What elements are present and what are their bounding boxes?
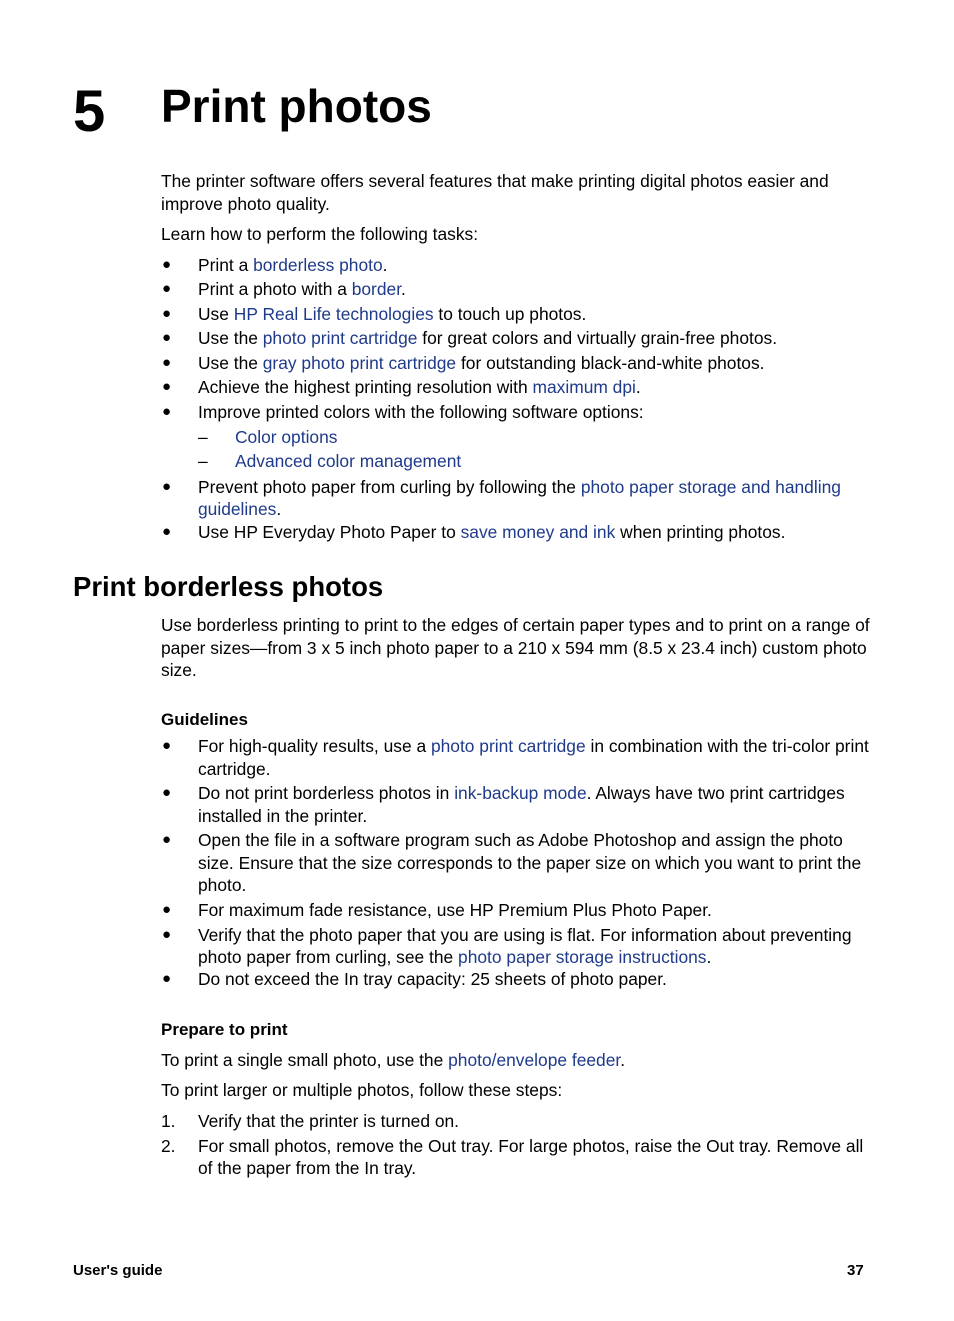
step-number: 1. <box>161 1111 176 1131</box>
list-item: ● Do not exceed the In tray capacity: 25 sheets of photo paper. <box>162 969 667 989</box>
bullet-icon: ● <box>162 402 172 420</box>
section-paragraph: Use borderless printing to print to the edges of certain paper types and to print on a range of paper sizes—from 3 x 5 inch photo paper to a 210 x 594 mm (8.5 x 23.4 inch) custom photo size. <box>161 615 870 680</box>
list-item: ● Do not print borderless photos in ink-backup mode. Always have two print cartridges installed in the printer. <box>162 783 845 826</box>
bullet-icon: ● <box>162 831 172 848</box>
sub-list-item <box>198 426 871 449</box>
borderless-photo-link[interactable]: borderless photo <box>253 255 383 275</box>
bullet-icon: ● <box>162 784 172 801</box>
list-item: ● Use the gray photo print cartridge for outstanding black-and-white photos. <box>162 352 765 373</box>
list-item: ● Open the file in a software program such as Adobe Photoshop and assign the photo size. Ensure that the size corresponds to the paper size on which you want to print the photo. <box>162 830 862 895</box>
bullet-icon: ● <box>162 304 172 322</box>
intro-learn: Learn how to perform the following tasks: <box>161 224 479 244</box>
list-item: ● Use HP Real Life technologies to touch up photos. <box>162 303 587 324</box>
gray-photo-cartridge-link[interactable]: gray photo print cartridge <box>262 352 457 373</box>
bullet-icon: ● <box>162 378 172 395</box>
bullet-icon: ● <box>162 256 172 273</box>
list-item: ● Prevent photo paper from curling by following the photo paper storage and handling guidelines. <box>162 476 841 519</box>
border-link[interactable]: border <box>351 279 402 299</box>
photo-envelope-feeder-link[interactable]: photo/envelope feeder <box>448 1050 621 1070</box>
task-list <box>161 254 871 543</box>
paper-storage-instructions-link[interactable]: photo paper storage instructions <box>458 947 707 967</box>
ink-backup-mode-link[interactable]: ink-backup mode <box>454 783 587 803</box>
hp-real-life-link[interactable]: HP Real Life technologies <box>233 303 434 324</box>
advanced-color-management-link[interactable]: Advanced color management <box>235 450 462 471</box>
footer-guide-label: User's guide <box>73 1262 163 1279</box>
dash-marker: – <box>198 427 208 447</box>
page-number: 37 <box>847 1262 864 1279</box>
list-item: ● For maximum fade resistance, use HP Premium Plus Photo Paper. <box>162 900 712 920</box>
photo-print-cartridge-link[interactable]: photo print cartridge <box>262 328 418 348</box>
paper-storage-guidelines-link[interactable]: photo paper storage and handling guidelines <box>198 476 841 519</box>
bullet-icon: ● <box>162 329 172 346</box>
dash-marker: – <box>198 450 208 471</box>
intro-paragraph: The printer software offers several features that make printing digital photos easier and improve photo quality. <box>161 171 829 214</box>
bullet-icon: ● <box>162 280 172 297</box>
chapter-title: Print photos <box>161 80 432 132</box>
bullet-icon: ● <box>162 353 172 371</box>
step-number: 2. <box>161 1135 176 1156</box>
list-item: ● Print a photo with a border. <box>162 279 406 299</box>
prepare-single: To print a single small photo, use the photo/envelope feeder. <box>161 1050 626 1070</box>
guidelines-list <box>161 735 871 991</box>
list-item: ● Use the photo print cartridge for great colors and virtually grain-free photos. <box>162 328 778 348</box>
bullet-icon: ● <box>162 970 172 987</box>
bullet-icon: ● <box>162 477 172 495</box>
bullet-icon: ● <box>162 737 172 754</box>
steps-list <box>161 1110 871 1180</box>
color-options-link[interactable]: Color options <box>235 427 338 447</box>
save-money-ink-link[interactable]: save money and ink <box>460 521 616 542</box>
photo-print-cartridge-link[interactable]: photo print cartridge <box>430 736 586 756</box>
chapter-number: 5 <box>73 79 106 144</box>
software-options-list <box>198 426 871 472</box>
list-item: ● Use HP Everyday Photo Paper to save money and ink when printing photos. <box>162 521 786 542</box>
list-item: 1. Verify that the printer is turned on. <box>161 1111 460 1131</box>
maximum-dpi-link[interactable]: maximum dpi <box>532 377 636 397</box>
section-title: Print borderless photos <box>73 571 384 602</box>
list-item: ● For high-quality results, use a photo print cartridge in combination with the tri-color print cartridge. <box>162 736 869 779</box>
prepare-multiple: To print larger or multiple photos, follow these steps: <box>161 1080 563 1100</box>
list-item: ● Achieve the highest printing resolution with maximum dpi. <box>162 377 641 397</box>
bullet-icon: ● <box>162 522 172 540</box>
sub-list-item <box>198 450 871 473</box>
prepare-heading: Prepare to print <box>161 1020 288 1039</box>
list-item: ● Print a borderless photo. <box>162 255 388 275</box>
list-item: 2. For small photos, remove the Out tray. For large photos, raise the Out tray. Remove all of the paper from the In tray. <box>161 1135 864 1178</box>
list-item: ● Improve printed colors with the following software options: – Color options – Advanced color management <box>161 401 871 476</box>
bullet-icon: ● <box>162 925 172 943</box>
guidelines-heading: Guidelines <box>161 710 248 729</box>
bullet-icon: ● <box>162 901 172 918</box>
list-item: ● Verify that the photo paper that you are using is flat. For information about preventing photo paper from curling, see the photo paper storage instructions. <box>162 924 852 967</box>
